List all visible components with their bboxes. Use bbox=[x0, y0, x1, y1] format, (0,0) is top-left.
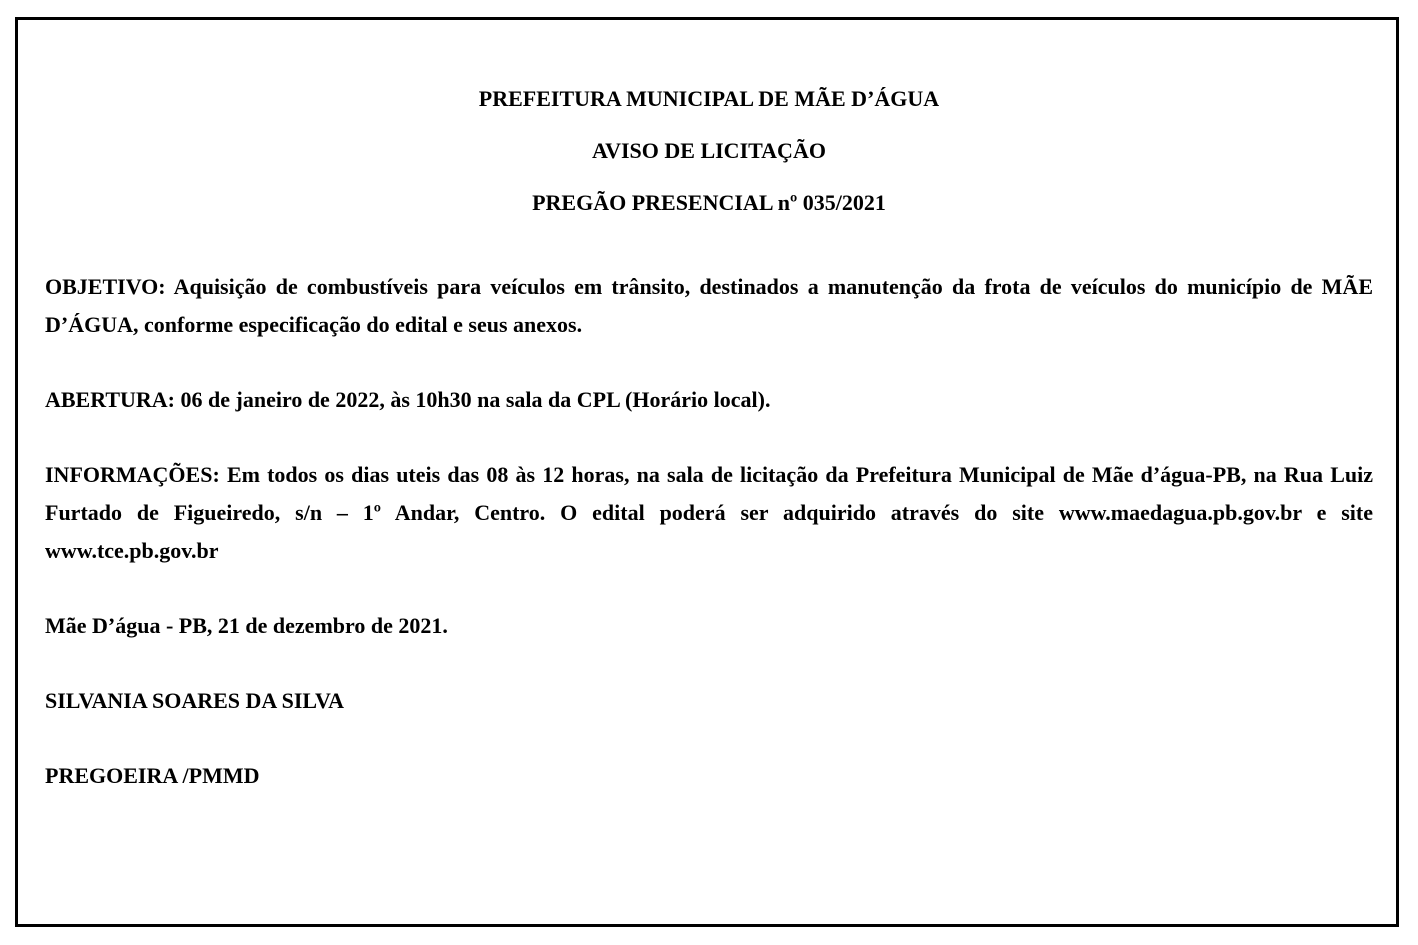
notice-content bbox=[45, 80, 1373, 795]
abertura-paragraph bbox=[45, 381, 1373, 419]
signatory-name: SILVANIA SOARES DA SILVA bbox=[45, 688, 344, 713]
informacoes-paragraph bbox=[45, 456, 1373, 570]
municipality-title: PREFEITURA MUNICIPAL DE MÃE D’ÁGUA bbox=[478, 86, 940, 111]
informacoes-label: INFORMAÇÕES: bbox=[45, 462, 220, 487]
procurement-number-title: PREGÃO PRESENCIAL nº 035/2021 bbox=[532, 190, 886, 215]
notice-type-title: AVISO DE LICITAÇÃO bbox=[592, 138, 826, 163]
informacoes-text: Em todos os dias uteis das 08 às 12 horas, na sala de licitação da Prefeitura Municipal de Mãe d’água-PB, na Rua Luiz Furtado de Figueiredo, s/n – 1º Andar, Centro. O edital poderá ser adquirido através do site www.maedagua.pb.gov.br e site www.tce.pb.gov.br bbox=[45, 462, 1373, 563]
objetivo-paragraph bbox=[45, 268, 1373, 344]
objetivo-text: Aquisição de combustíveis para veículos em trânsito, destinados a manutenção da frota de veículos do município de MÃE D’ÁGUA, conforme especificação do edital e seus anexos. bbox=[45, 274, 1373, 337]
abertura-text: 06 de janeiro de 2022, às 10h30 na sala da CPL (Horário local). bbox=[175, 387, 771, 412]
objetivo-label: OBJETIVO: bbox=[45, 274, 166, 299]
signatory-role: PREGOEIRA /PMMD bbox=[45, 763, 260, 788]
date-line: Mãe D’água - PB, 21 de dezembro de 2021. bbox=[45, 613, 448, 638]
abertura-label: ABERTURA: bbox=[45, 387, 176, 412]
